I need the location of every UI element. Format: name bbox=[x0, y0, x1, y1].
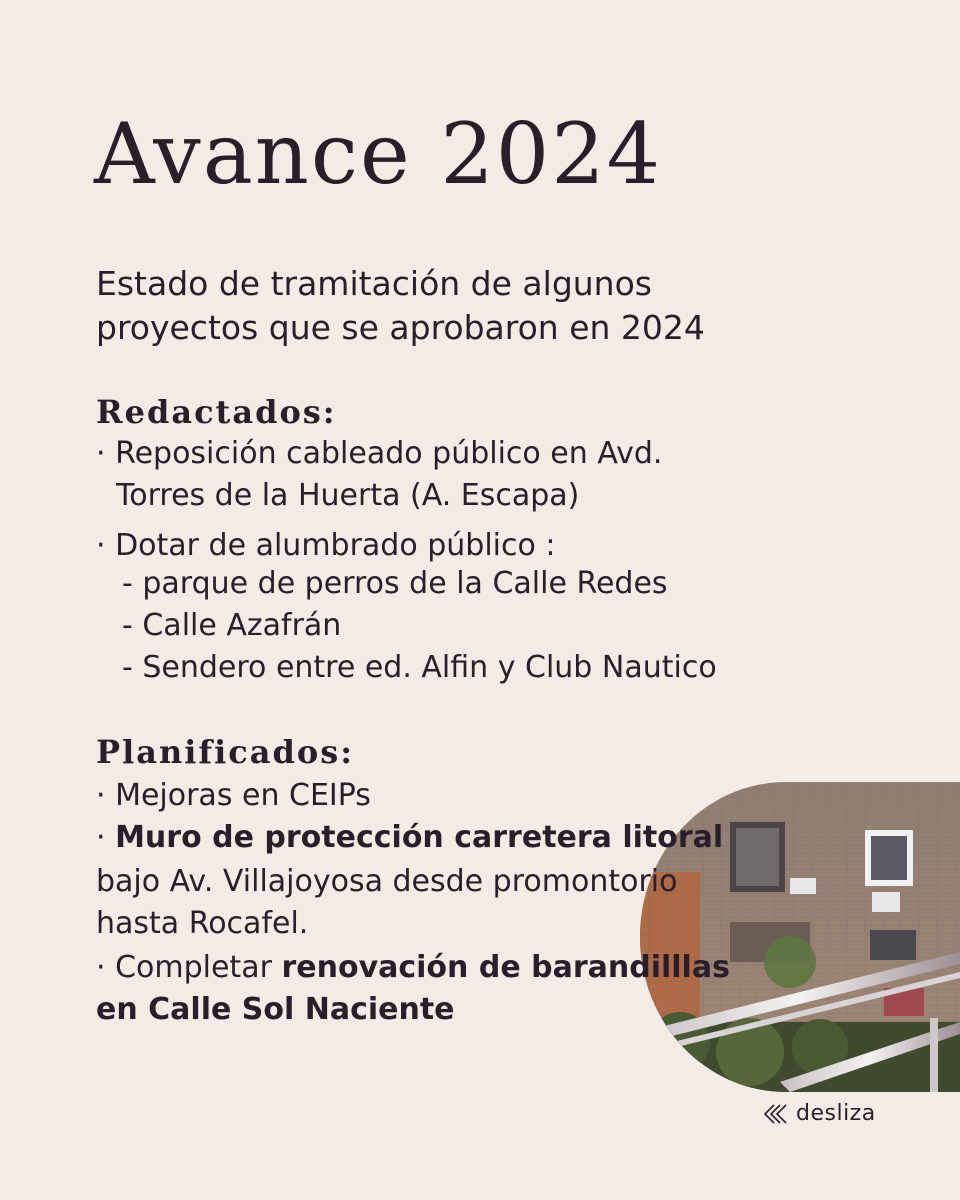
swipe-hint[interactable] bbox=[762, 1101, 876, 1126]
page-title: Avance 2024 bbox=[94, 105, 663, 203]
chevrons-left-icon bbox=[762, 1103, 792, 1125]
list-item-continuation bbox=[96, 990, 455, 1030]
swipe-label: desliza bbox=[796, 1101, 876, 1126]
list-item-continuation: hasta Rocafel. bbox=[96, 906, 309, 941]
sub-list-item: - Sendero entre ed. Alfin y Club Nautico bbox=[122, 650, 717, 685]
list-item bbox=[96, 818, 723, 858]
list-item-continuation: Torres de la Huerta (A. Escapa) bbox=[116, 478, 580, 513]
sub-list-item: - Calle Azafrán bbox=[122, 608, 342, 643]
subtitle-line: Estado de tramitación de algunos bbox=[96, 264, 652, 303]
list-item: · Dotar de alumbrado público : bbox=[96, 528, 556, 563]
list-bullet: · bbox=[96, 820, 116, 855]
list-item: · Reposición cableado público en Avd. bbox=[96, 436, 663, 471]
bold-text: en Calle Sol Naciente bbox=[96, 992, 455, 1027]
sub-list-item: - parque de perros de la Calle Redes bbox=[122, 566, 668, 601]
subtitle bbox=[96, 262, 896, 350]
bold-text: renovación de barandilllas bbox=[281, 950, 730, 985]
bold-text: Muro de protección carretera litoral bbox=[115, 820, 724, 855]
list-item bbox=[96, 948, 730, 988]
redactados-heading: Redactados: bbox=[96, 393, 337, 431]
list-text: · Completar bbox=[96, 950, 282, 985]
list-item-continuation: bajo Av. Villajoyosa desde promontorio bbox=[96, 864, 678, 899]
planificados-heading: Planificados: bbox=[96, 733, 355, 771]
subtitle-line: proyectos que se aprobaron en 2024 bbox=[96, 308, 705, 347]
list-item: · Mejoras en CEIPs bbox=[96, 778, 371, 813]
